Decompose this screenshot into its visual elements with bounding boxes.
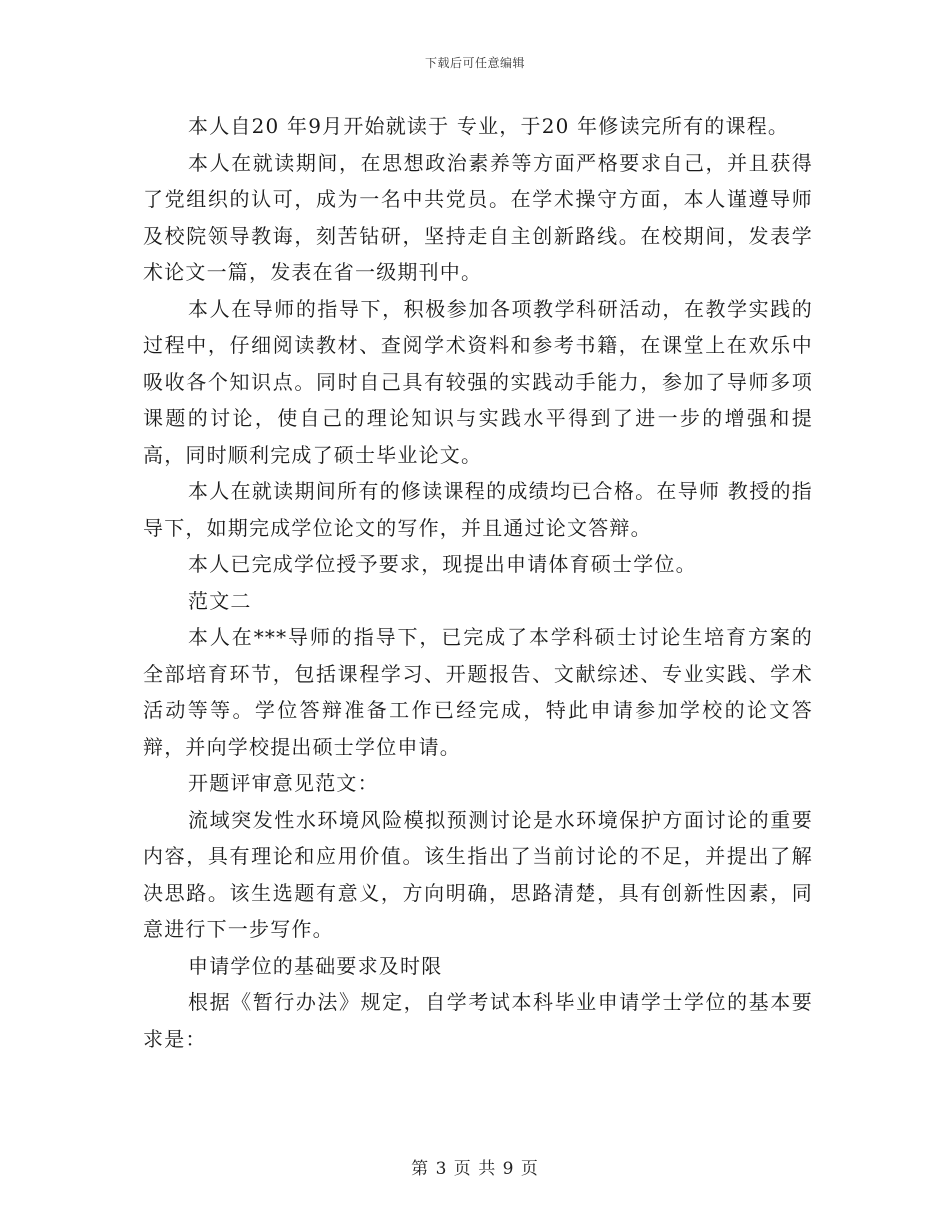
paragraph-research-activities: 本人在导师的指导下，积极参加各项教学科研活动，在教学实践的过程中，仔细阅读教材、查阅学术资料和参考书籍，在课堂上在欢乐中吸收各个知识点。同时自己具有较强的实践动手能力，参加了导师多项课题的讨论，使自己的理论知识与实践水平得到了进一步的增强和提高，同时顺利完成了硕士毕业论文。 — [143, 296, 813, 467]
header-note: 下载后可任意编辑 — [424, 56, 525, 70]
paragraph-degree-requirements-body: 根据《暂行办法》规定，自学考试本科毕业申请学士学位的基本要求是： — [143, 990, 813, 1051]
paragraph-enrollment: 本人自20 年9月开始就读于 专业，于20 年修读完所有的课程。 — [188, 114, 790, 138]
heading-proposal-review: 开题评审意见范文： — [188, 771, 379, 795]
paragraph-political-academic: 本人在就读期间，在思想政治素养等方面严格要求自己，并且获得了党组织的认可，成为一名中共党员。在学术操守方面，本人谨遵导师及校院领导教诲，刻苦钻研，坚持走自主创新路线。在校期间，发表学术论文一篇，发表在省一级期刊中。 — [143, 150, 813, 284]
paragraph-sample-two-body: 本人在***导师的指导下，已完成了本学科硕士讨论生培育方案的全部培育环节，包括课程学习、开题报告、文献综述、专业实践、学术活动等等。学位答辩准备工作已经完成，特此申请参加学校的论文答辩，并向学校提出硕士学位申请。 — [143, 625, 813, 759]
heading-sample-two: 范文二 — [188, 588, 252, 613]
heading-degree-requirements: 申请学位的基础要求及时限 — [188, 953, 443, 978]
paragraph-degree-request: 本人已完成学位授予要求，现提出申请体育硕士学位。 — [188, 552, 697, 576]
document-body — [143, 108, 813, 1057]
paragraph-courses-passed: 本人在就读期间所有的修读课程的成绩均已合格。在导师 教授的指导下，如期完成学位论文的写作，并且通过论文答辩。 — [143, 479, 813, 540]
page-number: 第 3 页 共 9 页 — [411, 1159, 539, 1179]
paragraph-proposal-review-body: 流域突发性水环境风险模拟预测讨论是水环境保护方面讨论的重要内容，具有理论和应用价值。该生指出了当前讨论的不足，并提出了解决思路。该生选题有意义，方向明确，思路清楚，具有创新性因素，同意进行下一步写作。 — [143, 807, 813, 941]
